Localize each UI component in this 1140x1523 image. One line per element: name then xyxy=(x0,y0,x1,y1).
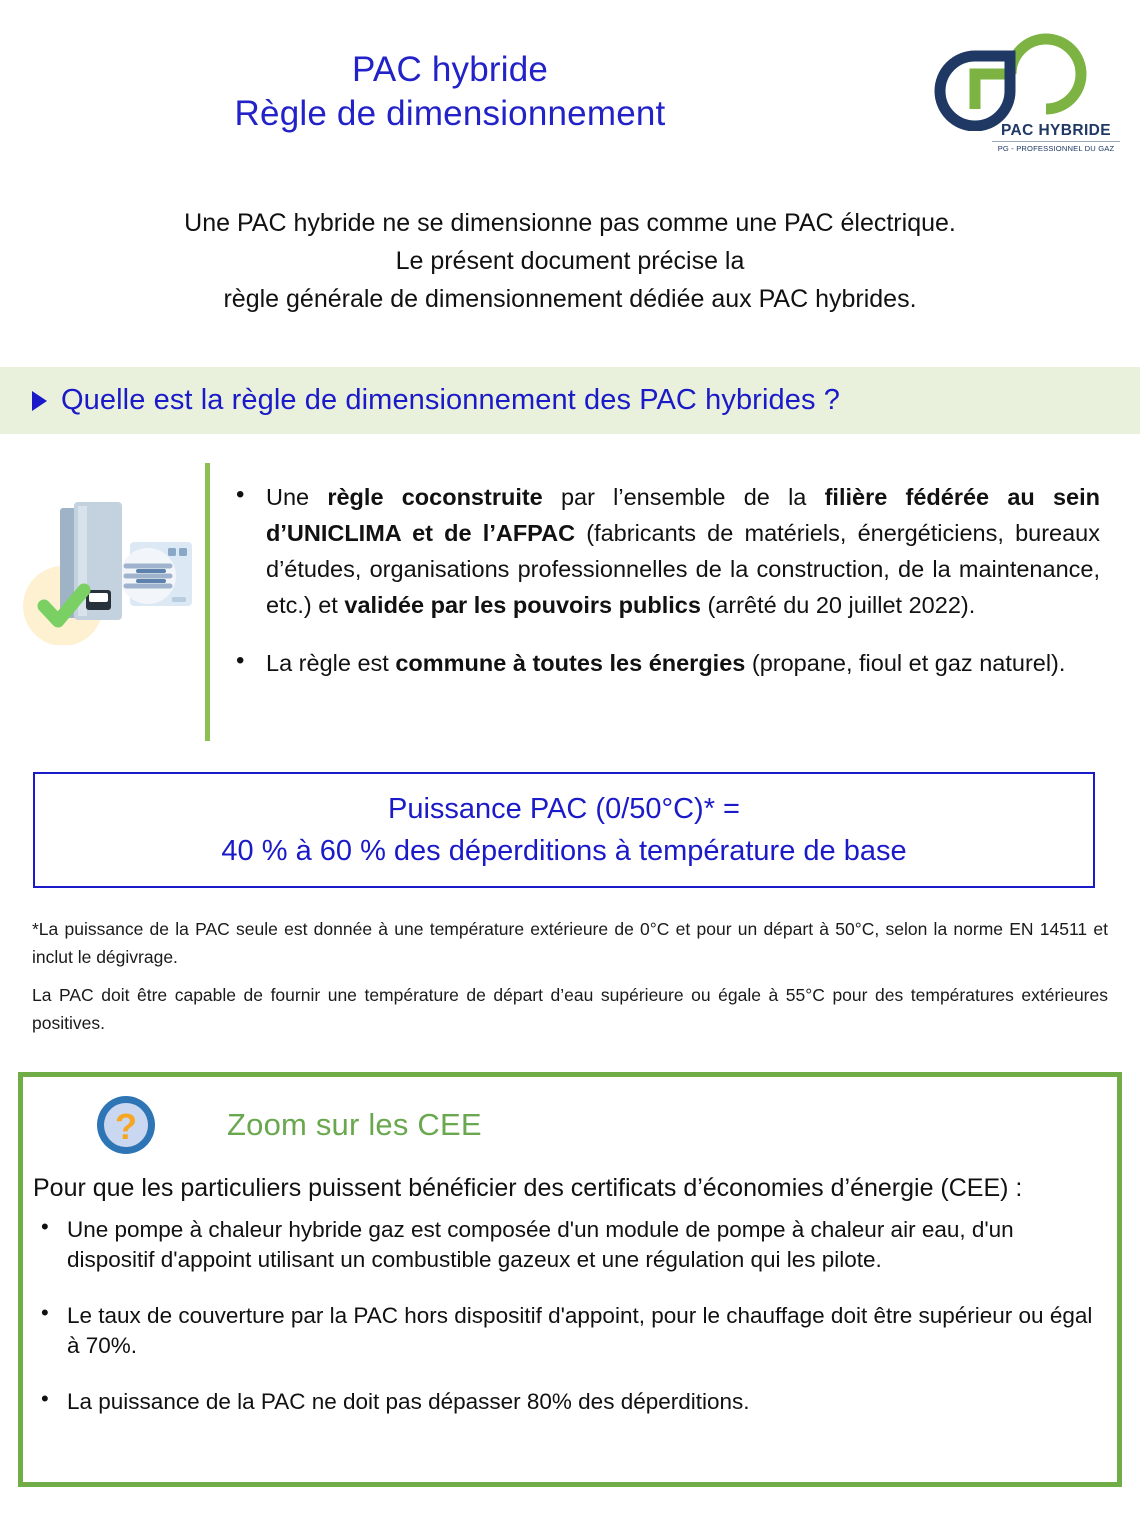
sizing-formula-box xyxy=(33,772,1095,888)
footnote-block xyxy=(32,915,1108,1037)
cee-bullet-list xyxy=(23,1215,1117,1417)
cee-header xyxy=(23,1077,1117,1153)
intro-line-2: Le présent document précise la xyxy=(395,247,745,275)
list-item: • Une pompe à chaleur hybride gaz est composée d'un module de pompe à chaleur air eau, d'un dispositif d'appoint utilisant un combustible gazeux et une régulation qui les pilote. xyxy=(67,1215,1093,1275)
logo-divider xyxy=(992,141,1120,142)
page-title xyxy=(0,48,900,136)
list-item: • La règle est commune à toutes les énergies (propane, fioul et gaz naturel). xyxy=(266,645,1100,681)
logo-mark-icon xyxy=(918,16,1118,131)
rule-bullet-list xyxy=(210,463,1120,681)
cee-callout-box xyxy=(18,1072,1122,1487)
list-item: • La puissance de la PAC ne doit pas dépasser 80% des déperditions. xyxy=(67,1387,1093,1417)
cee-title: Zoom sur les CEE xyxy=(227,1107,482,1142)
logo-text-block xyxy=(992,122,1120,154)
hybrid-heat-pump-illustration-icon xyxy=(22,480,197,645)
question-mark-icon xyxy=(95,1094,157,1156)
svg-text:?: ? xyxy=(115,1106,137,1147)
intro-line-1: Une PAC hybride ne se dimensionne pas comme une PAC électrique. xyxy=(184,209,956,237)
logo-name: PAC HYBRIDE xyxy=(1000,122,1112,139)
cee-intro-text: Pour que les particuliers puissent bénéficier des certificats d’économies d’énergie (CEE) : xyxy=(33,1174,1023,1202)
intro-line-3: règle générale de dimensionnement dédiée aux PAC hybrides. xyxy=(223,285,917,313)
footnote-paragraph-2: La PAC doit être capable de fournir une température de départ d’eau supérieure ou égale à 55°C pour des températures extérieures positives. xyxy=(32,985,1108,1033)
list-item: • Le taux de couverture par la PAC hors dispositif d'appoint, pour le chauffage doit être supérieur ou égal à 70%. xyxy=(67,1301,1093,1361)
page-title-line-2: Règle de dimensionnement xyxy=(234,94,666,133)
page-title-line-1: PAC hybride xyxy=(351,50,549,89)
rule-bullet-area xyxy=(205,463,1120,741)
list-item: • Une règle coconstruite par l’ensemble de la filière fédérée au sein d’UNICLIMA et de l’AFPAC (fabricants de matériels, énergéticiens, bureaux d’études, organisations professionnelles de la construction, de la maintenance, etc.) et validée par les pouvoirs publics (arrêté du 20 juillet 2022). xyxy=(266,479,1100,623)
intro-paragraph xyxy=(0,196,1140,318)
section-header-band xyxy=(0,367,1140,434)
pac-hybride-logo xyxy=(918,16,1118,176)
formula-line-2: 40 % à 60 % des déperditions à température de base xyxy=(221,835,907,867)
formula-line-1: Puissance PAC (0/50°C)* = xyxy=(388,793,740,825)
footnote-paragraph-1: *La puissance de la PAC seule est donnée à une température extérieure de 0°C et pour un départ à 50°C, selon la norme EN 14511 et inclut le dégivrage. xyxy=(32,919,1108,967)
section-header-title: Quelle est la règle de dimensionnement des PAC hybrides ? xyxy=(61,384,840,416)
logo-subtitle: PG - PROFESSIONNEL DU GAZ xyxy=(997,144,1115,153)
triangle-right-icon xyxy=(32,391,47,411)
document-header xyxy=(0,0,1140,196)
